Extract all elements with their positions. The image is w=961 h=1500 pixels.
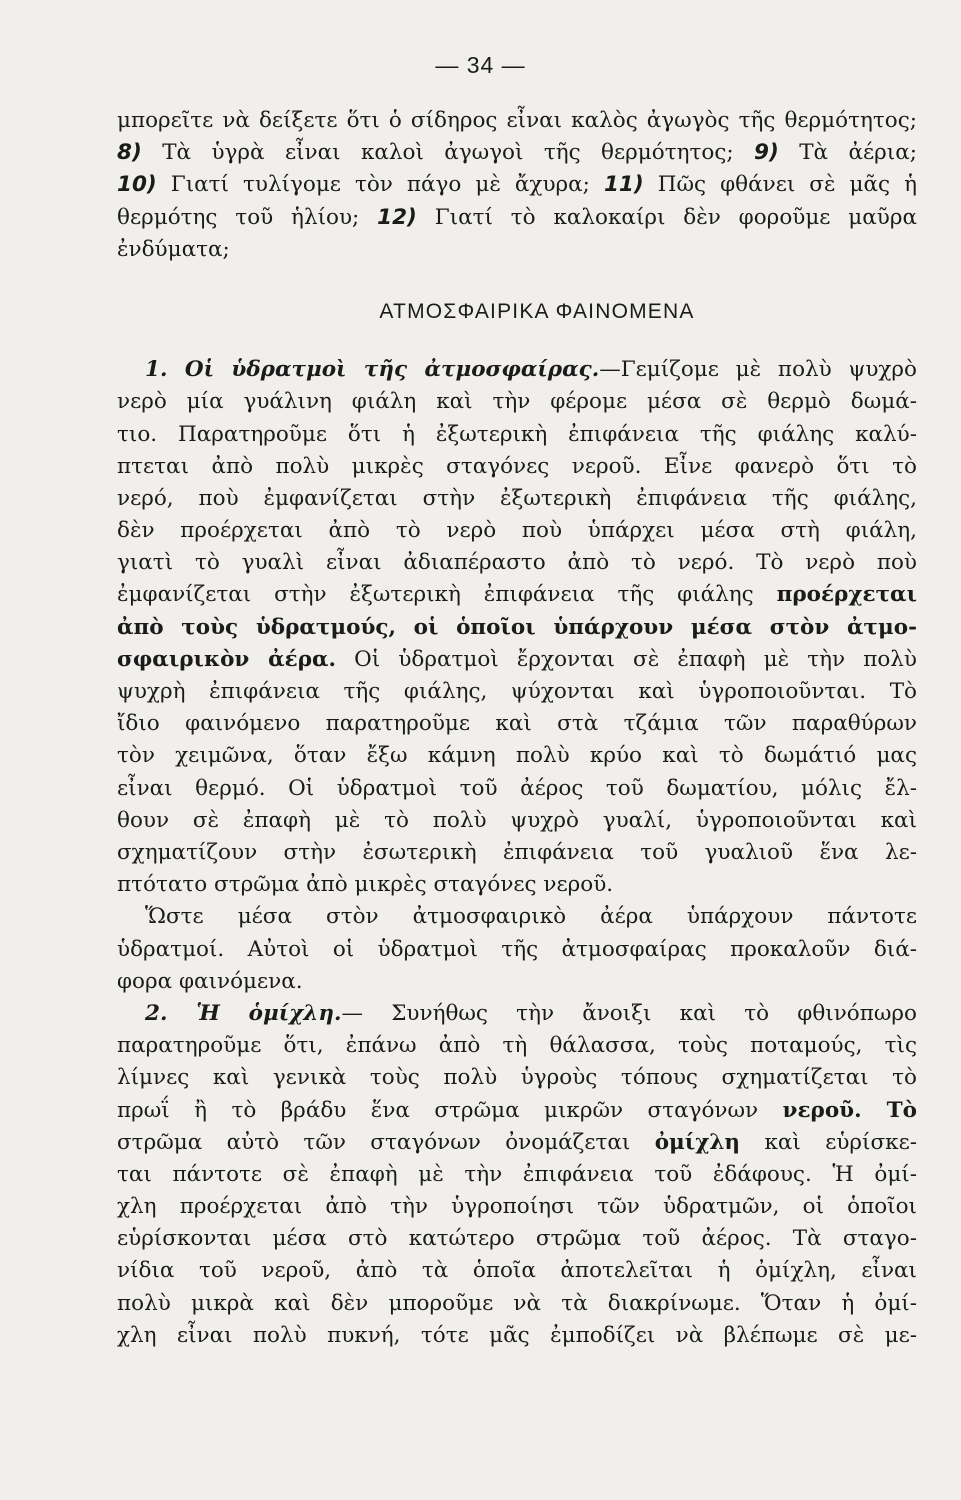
text-line: ἐνδύματα; bbox=[117, 236, 230, 262]
text-line: γιατὶ τὸ γυαλὶ εἶναι ἀδιαπέραστο ἀπὸ τὸ νερό. Τὸ νερὸ ποὺ bbox=[117, 550, 917, 576]
questions-block bbox=[117, 105, 917, 266]
text-line: σχηματίζουν στὴν ἐσωτερικὴ ἐπιφάνεια τοῦ γυαλιοῦ ἕνα λε- bbox=[117, 839, 917, 865]
text-line: ἴδιο φαινόμενο παρατηροῦμε καὶ στὰ τζάμια τῶν παραθύρων bbox=[117, 711, 917, 737]
question-number: 10) bbox=[117, 172, 157, 198]
text-line: χλη προέρχεται ἀπὸ τὴν ὑγροποίησι τῶν ὑδρατμῶν, οἱ ὁποῖοι bbox=[117, 1194, 917, 1220]
page-body bbox=[117, 105, 917, 1352]
page-number: — 34 — bbox=[435, 52, 526, 78]
text-line: νίδια τοῦ νεροῦ, ἀπὸ τὰ ὁποῖα ἀποτελεῖται ἡ ὀμίχλη, εἶναι bbox=[117, 1258, 917, 1284]
text-line: ται πάντοτε σὲ ἐπαφὴ μὲ τὴν ἐπιφάνεια τοῦ ἐδάφους. Ἡ ὀμί- bbox=[117, 1161, 917, 1187]
question-number: 9) bbox=[754, 140, 779, 166]
question-number: 11) bbox=[603, 172, 644, 198]
emphasis: νεροῦ. Τὸ bbox=[782, 1097, 917, 1123]
text-line: στρῶμα αὐτὸ τῶν σταγόνων ὀνομάζεται ὀμίχλη καὶ εὑρίσκε- bbox=[117, 1129, 917, 1155]
text-line: λίμνες καὶ γενικὰ τοὺς πολὺ ὑγροὺς τόπους σχηματίζεται τὸ bbox=[117, 1065, 917, 1091]
paragraph-2 bbox=[117, 901, 917, 998]
emphasis: ἀπὸ τοὺς ὑδρατμούς, οἱ ὁποῖοι ὑπάρχουν μέσα στὸν ἀτμο- bbox=[117, 614, 917, 640]
text-line: 8) Τὰ ὑγρὰ εἶναι καλοὶ ἀγωγοὶ τῆς θερμότητος; 9) Τὰ ἀέρια; bbox=[117, 140, 917, 166]
text-line: ὑδρατμοί. Αὐτοὶ οἱ ὑδρατμοὶ τῆς ἀτμοσφαίρας προκαλοῦν διά- bbox=[117, 936, 917, 962]
text-line: σφαιρικὸν ἀέρα. Οἱ ὑδρατμοὶ ἔρχονται σὲ ἐπαφὴ μὲ τὴν πολὺ bbox=[117, 646, 917, 672]
text-line: παρατηροῦμε ὅτι, ἐπάνω ἀπὸ τὴ θάλασσα, τοὺς ποταμούς, τὶς bbox=[117, 1033, 917, 1059]
text-line: φορα φαινόμενα. bbox=[117, 968, 303, 994]
question-number: 12) bbox=[377, 204, 417, 230]
text-line: 1. Οἱ ὑδρατμοὶ τῆς ἀτμοσφαίρας.—Γεμίζομε μὲ πολὺ ψυχρὸ bbox=[145, 357, 917, 383]
text-line: πρωΐ ἢ τὸ βράδυ ἕνα στρῶμα μικρῶν σταγόνων νεροῦ. Τὸ bbox=[117, 1097, 917, 1123]
text-line: πτότατο στρῶμα ἀπὸ μικρὲς σταγόνες νεροῦ. bbox=[117, 872, 614, 898]
emphasis: ὀμίχλη bbox=[654, 1129, 741, 1155]
text-line bbox=[117, 612, 917, 644]
text-line: θερμότης τοῦ ἡλίου; 12) Γιατί τὸ καλοκαίρι δὲν φοροῦμε μαῦρα bbox=[117, 204, 917, 230]
paragraph-1 bbox=[117, 354, 917, 901]
text-line: εἶναι θερμό. Οἱ ὑδρατμοὶ τοῦ ἀέρος τοῦ δωματίου, μόλις ἔλ- bbox=[117, 775, 917, 801]
emphasis: προέρχεται bbox=[776, 582, 917, 608]
text-line: χλη εἶναι πολὺ πυκνή, τότε μᾶς ἐμποδίζει νὰ βλέπωμε σὲ με- bbox=[117, 1322, 917, 1348]
text-line: πτεται ἀπὸ πολὺ μικρὲς σταγόνες νεροῦ. Εἶνε φανερὸ ὅτι τὸ bbox=[117, 453, 917, 479]
subheading: 2. Ἡ ὁμίχλη. bbox=[145, 1000, 342, 1026]
subheading: 1. Οἱ ὑδρατμοὶ τῆς ἀτμοσφαίρας. bbox=[145, 357, 600, 383]
text-line: ἐμφανίζεται στὴν ἐξωτερικὴ ἐπιφάνεια τῆς φιάλης προέρχεται bbox=[117, 582, 917, 608]
text-line: τὸν χειμῶνα, ὅταν ἔξω κάμνη πολὺ κρύο καὶ τὸ δωμάτιό μας bbox=[117, 743, 917, 769]
text-line: δὲν προέρχεται ἀπὸ τὸ νερὸ ποὺ ὑπάρχει μέσα στὴ φιάλη, bbox=[117, 518, 917, 544]
text-line: μπορεῖτε νὰ δείξετε ὅτι ὁ σίδηρος εἶναι καλὸς ἀγωγὸς τῆς θερμότητος; bbox=[117, 108, 917, 133]
text-line: 10) Γιατί τυλίγομε τὸν πάγο μὲ ἄχυρα; 11) Πῶς φθάνει σὲ μᾶς ἡ bbox=[117, 172, 917, 198]
paragraph-3 bbox=[117, 998, 917, 1352]
section-heading: ΑΤΜΟΣΦΑΙΡΙΚΑ ΦΑΙΝΟΜΕΝΑ bbox=[379, 299, 695, 323]
emphasis: σφαιρικὸν ἀέρα. bbox=[117, 646, 337, 672]
text-line: νερὸ μία γυάλινη φιάλη καὶ τὴν φέρομε μέσα σὲ θερμὸ δωμά- bbox=[117, 389, 917, 415]
question-number: 8) bbox=[117, 140, 142, 166]
text-line: πολὺ μικρὰ καὶ δὲν μποροῦμε νὰ τὰ διακρίνωμε. Ὅταν ἡ ὀμί- bbox=[117, 1290, 917, 1316]
text-line: 2. Ἡ ὁμίχλη.— Συνήθως τὴν ἄνοιξι καὶ τὸ φθινόπωρο bbox=[145, 1000, 917, 1026]
text-line: τιο. Παρατηροῦμε ὅτι ἡ ἐξωτερικὴ ἐπιφάνεια τῆς φιάλης καλύ- bbox=[117, 421, 917, 447]
text-line: θουν σὲ ἐπαφὴ μὲ τὸ πολὺ ψυχρὸ γυαλί, ὑγροποιοῦνται καὶ bbox=[117, 807, 917, 833]
text-line: Ὥστε μέσα στὸν ἀτμοσφαιρικὸ ἀέρα ὑπάρχουν πάντοτε bbox=[145, 904, 917, 930]
text-line: ψυχρὴ ἐπιφάνεια τῆς φιάλης, ψύχονται καὶ ὑγροποιοῦνται. Τὸ bbox=[117, 679, 917, 705]
text-line: εὑρίσκονται μέσα στὸ κατώτερο στρῶμα τοῦ ἀέρος. Τὰ σταγο- bbox=[117, 1226, 917, 1252]
text-line: νερό, ποὺ ἐμφανίζεται στὴν ἐξωτερικὴ ἐπιφάνεια τῆς φιάλης, bbox=[117, 485, 917, 511]
